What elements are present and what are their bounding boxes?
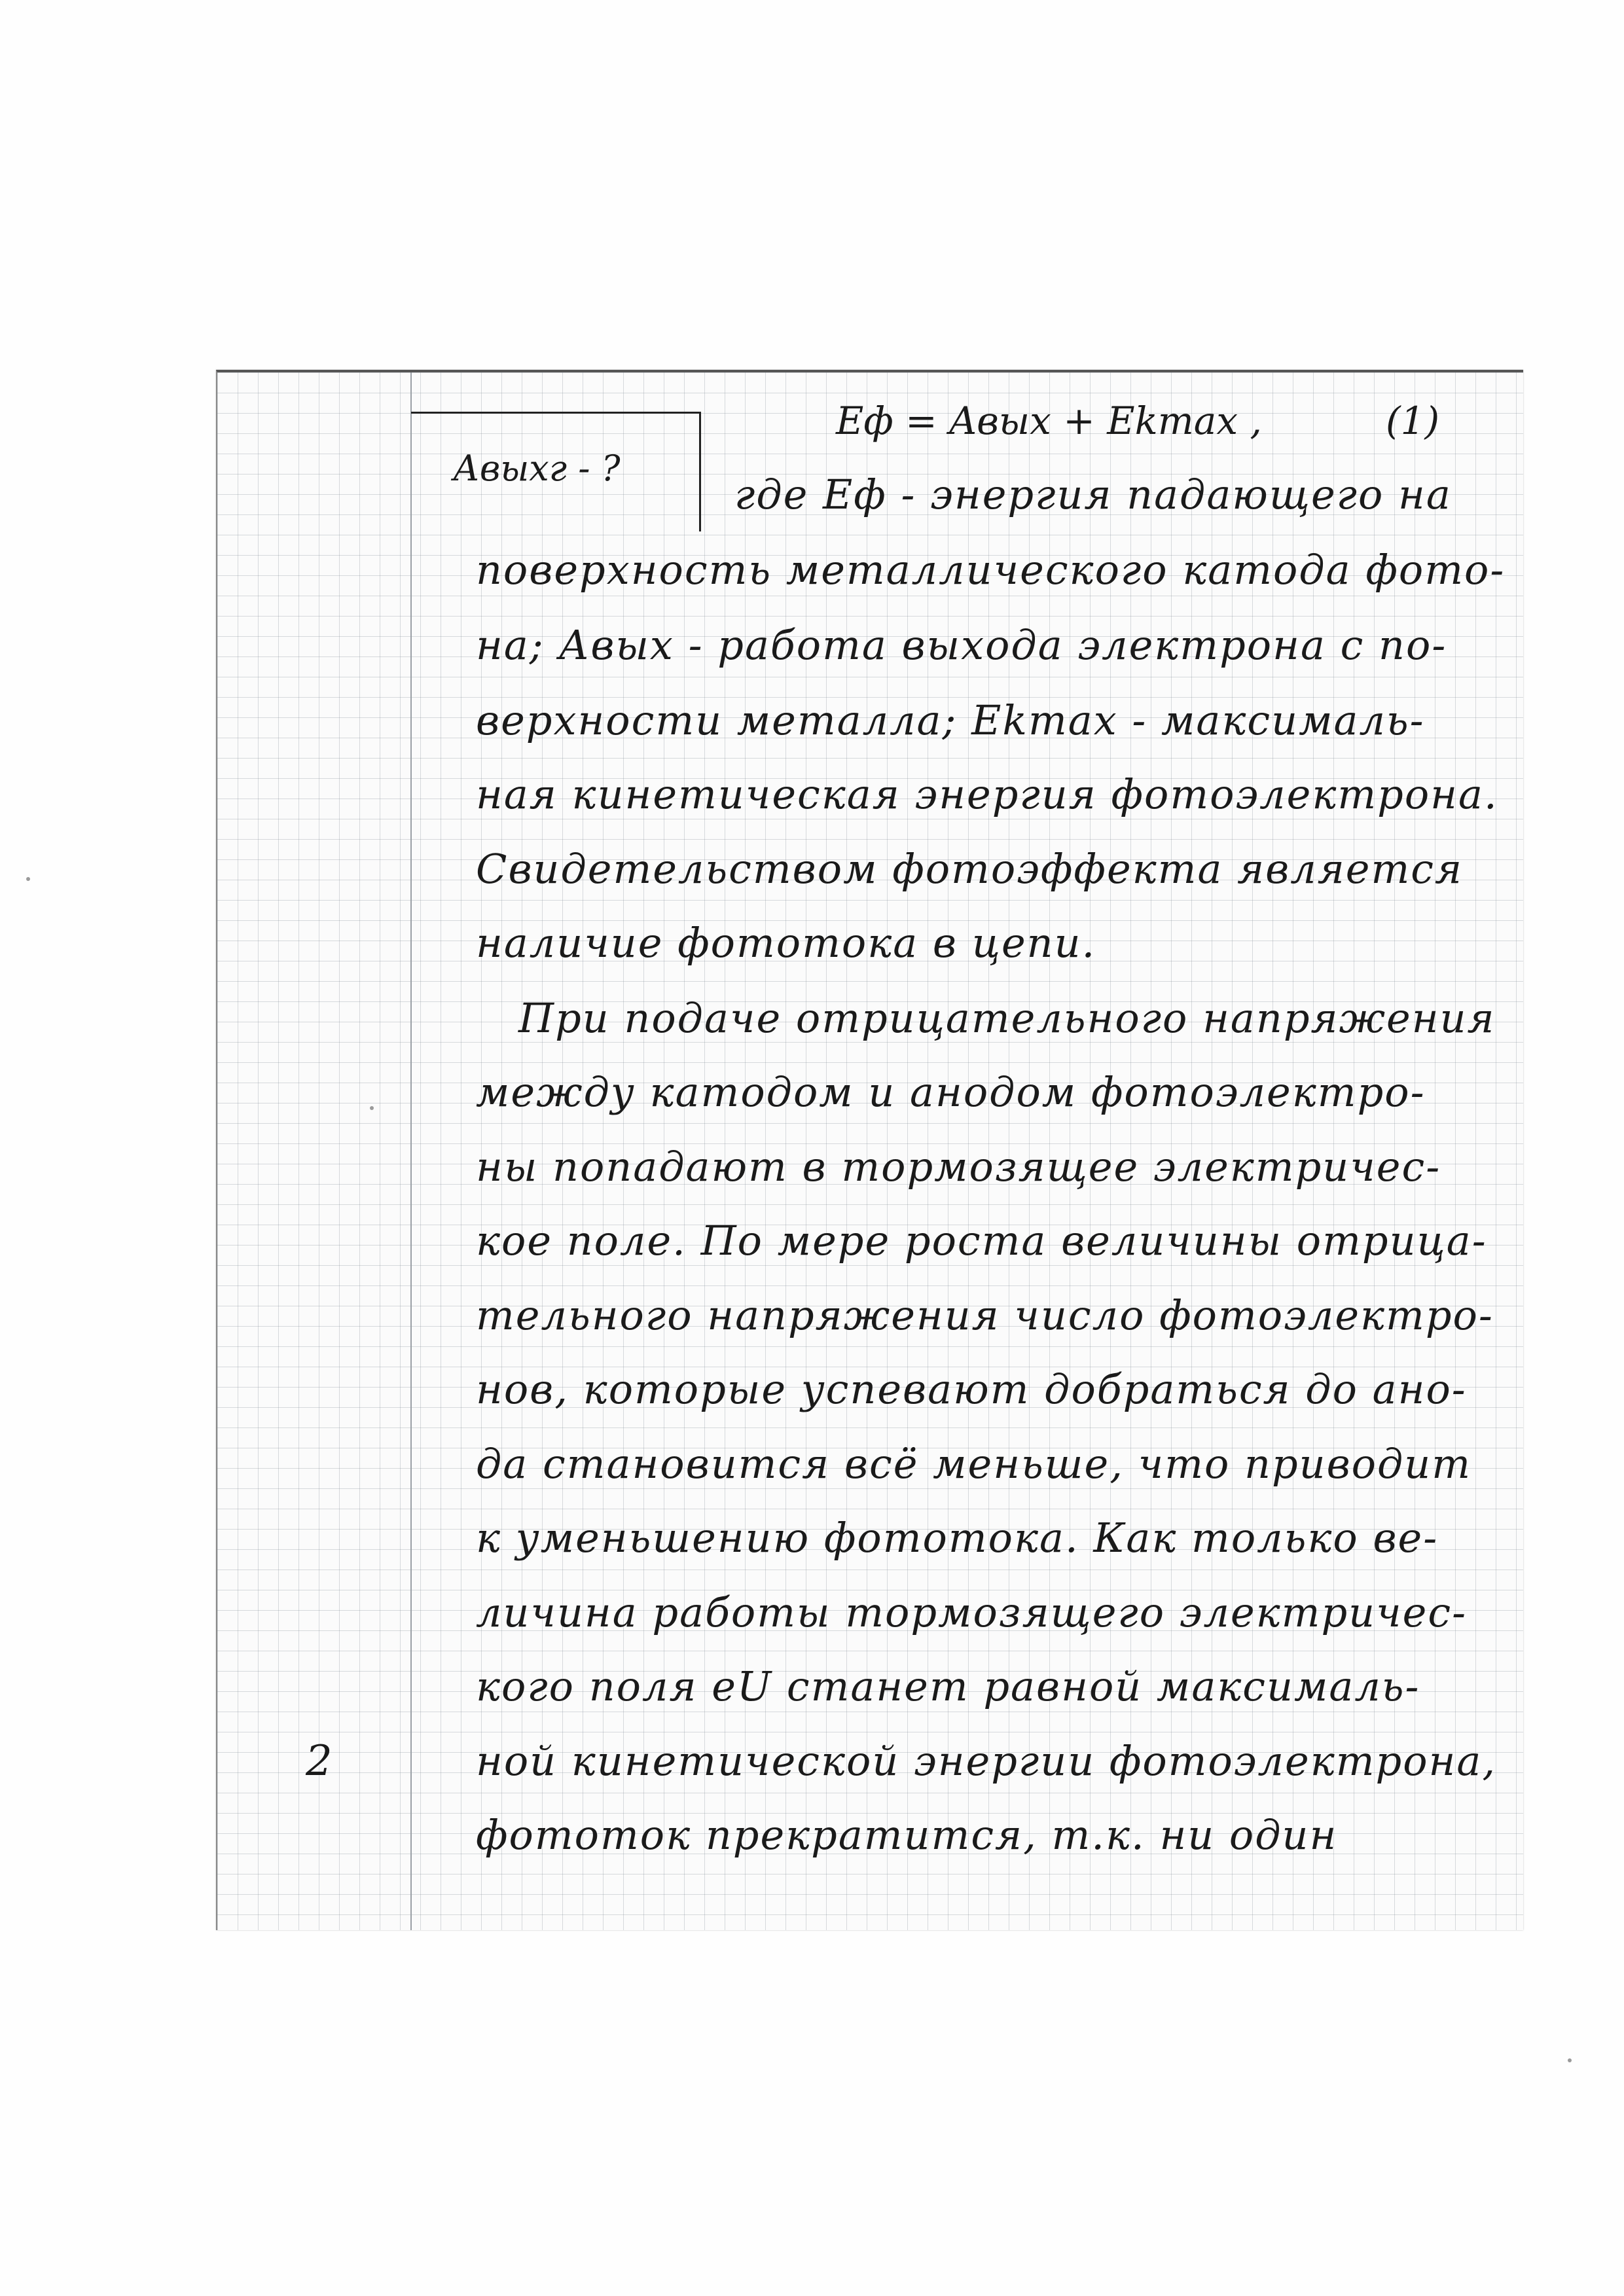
text-line: нов, которые успевают добраться до ано-	[476, 1365, 1467, 1413]
equation-number: (1)	[1386, 399, 1440, 443]
notebook-sheet	[216, 370, 1523, 1930]
scan-speck	[370, 1106, 374, 1110]
margin-line	[410, 372, 412, 1930]
text-line: При подаче отрицательного напряжения	[518, 994, 1496, 1042]
text-line: ная кинетическая энергия фотоэлектрона.	[476, 770, 1498, 818]
text-line: личина работы тормозящего электричес-	[476, 1588, 1468, 1636]
page-number: 2	[306, 1737, 333, 1785]
text-line: наличие фототока в цепи.	[476, 919, 1096, 967]
text-line: где Eф - энергия падающего на	[734, 471, 1452, 518]
text-line: поверхность металлического катода фото-	[476, 546, 1506, 594]
text-line: ны попадают в тормозящее электричес-	[476, 1143, 1441, 1191]
text-line: между катодом и анодом фотоэлектро-	[476, 1068, 1426, 1116]
text-line: кое поле. По мере роста величины отрица-	[476, 1217, 1487, 1265]
given-unknown: Авыхг - ?	[453, 448, 621, 489]
scan-speck	[26, 877, 30, 881]
text-line: да становится всё меньше, что приводит	[476, 1440, 1472, 1488]
text-line: фототок прекратится, т.к. ни один	[476, 1811, 1338, 1859]
scan-speck	[1568, 2058, 1572, 2062]
text-line: верхности металла; Ekmax - максималь-	[476, 696, 1425, 744]
text-line: на; Авых - работа выхода электрона с по-	[476, 621, 1447, 669]
text-line: к уменьшению фототока. Как только ве-	[476, 1514, 1439, 1562]
text-line: кого поля eU станет равной максималь-	[476, 1662, 1420, 1710]
text-line: Свидетельством фотоэффекта является	[476, 845, 1464, 893]
text-line: ной кинетической энергии фотоэлектрона,	[476, 1737, 1497, 1785]
text-line: тельного напряжения число фотоэлектро-	[476, 1291, 1494, 1339]
formula: Eф = Aвых + Ekmax ,	[836, 399, 1262, 443]
